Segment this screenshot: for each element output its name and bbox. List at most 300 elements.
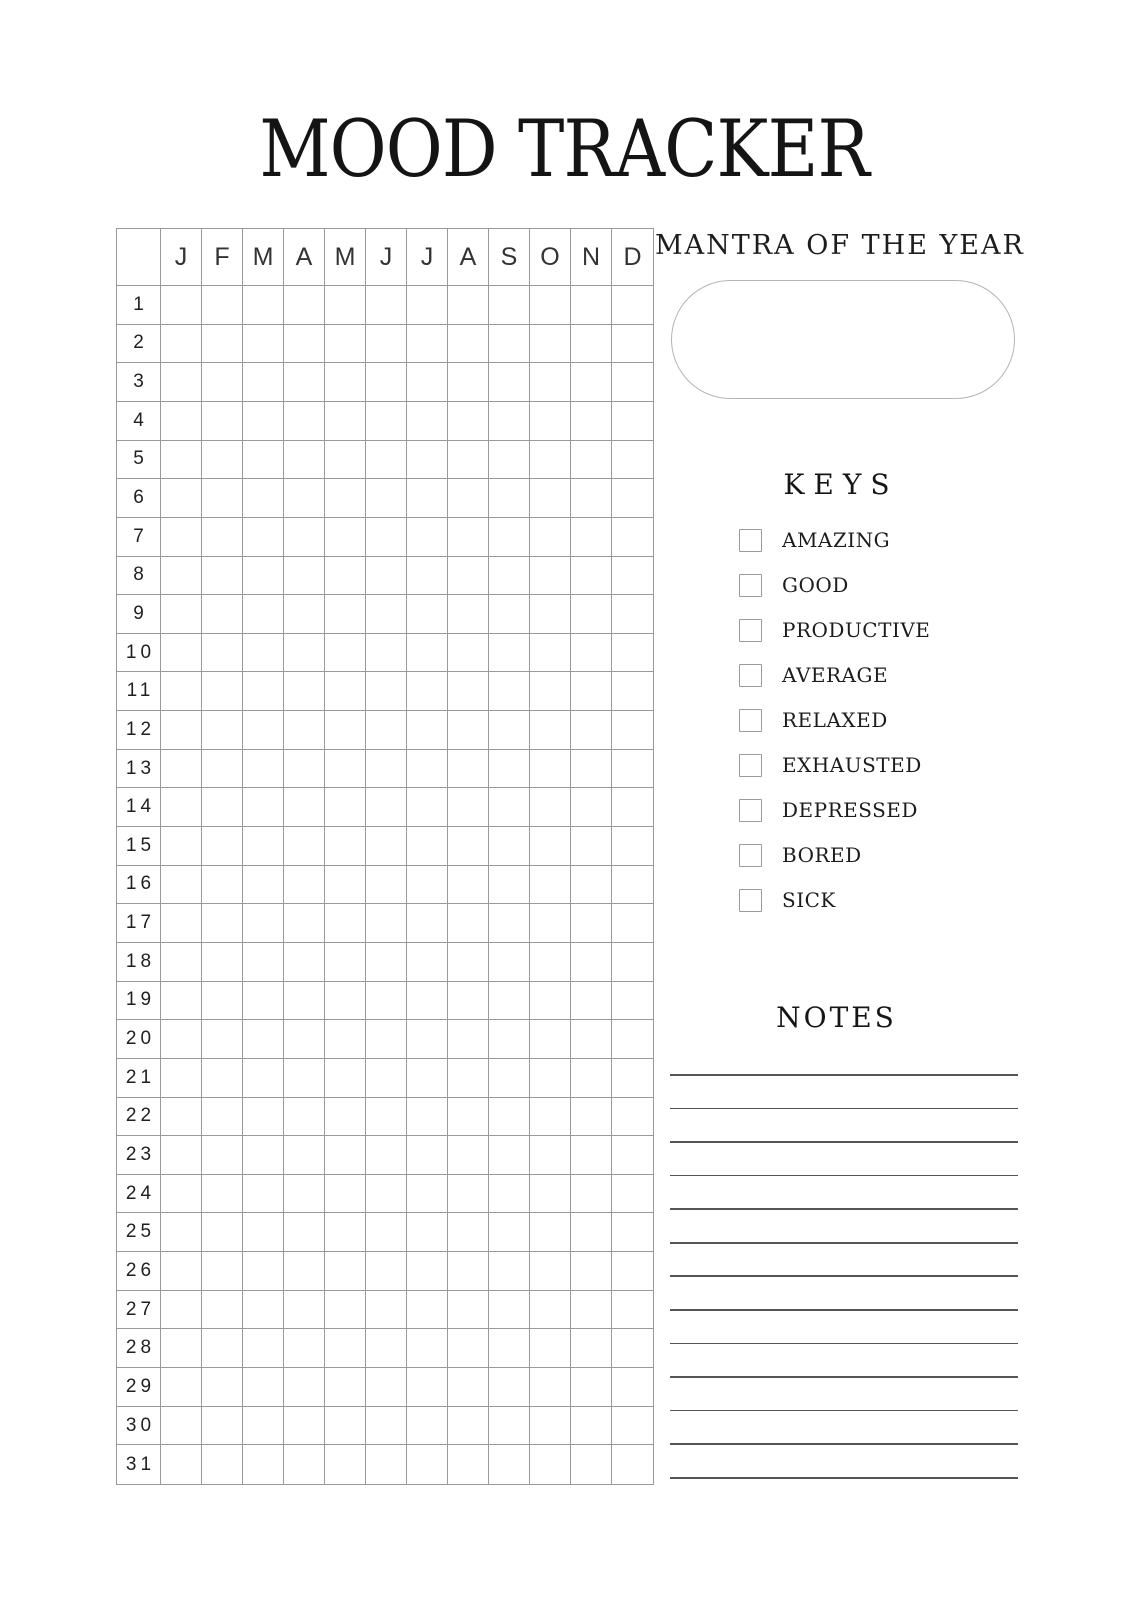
mood-cell-day9-month5[interactable] [325, 595, 366, 634]
mood-cell-day22-month6[interactable] [366, 1098, 407, 1137]
mood-cell-day17-month7[interactable] [407, 904, 448, 943]
mood-cell-day16-month10[interactable] [530, 866, 571, 905]
mood-cell-day2-month7[interactable] [407, 325, 448, 364]
mood-cell-day9-month1[interactable] [161, 595, 202, 634]
mood-cell-day17-month3[interactable] [243, 904, 284, 943]
mood-cell-day25-month12[interactable] [612, 1213, 653, 1252]
mood-cell-day19-month7[interactable] [407, 982, 448, 1021]
note-line-4[interactable] [670, 1175, 1018, 1177]
mood-cell-day30-month12[interactable] [612, 1407, 653, 1446]
mood-cell-day18-month8[interactable] [448, 943, 489, 982]
mood-cell-day22-month5[interactable] [325, 1098, 366, 1137]
mood-cell-day4-month8[interactable] [448, 402, 489, 441]
mood-cell-day16-month8[interactable] [448, 866, 489, 905]
mood-cell-day1-month6[interactable] [366, 286, 407, 325]
mood-cell-day28-month5[interactable] [325, 1329, 366, 1368]
mood-cell-day26-month3[interactable] [243, 1252, 284, 1291]
mood-cell-day13-month3[interactable] [243, 750, 284, 789]
mood-cell-day28-month12[interactable] [612, 1329, 653, 1368]
mood-cell-day14-month11[interactable] [571, 788, 612, 827]
mood-cell-day4-month5[interactable] [325, 402, 366, 441]
mood-cell-day4-month10[interactable] [530, 402, 571, 441]
mood-cell-day28-month9[interactable] [489, 1329, 530, 1368]
mood-cell-day21-month10[interactable] [530, 1059, 571, 1098]
mood-cell-day6-month3[interactable] [243, 479, 284, 518]
mood-cell-day23-month7[interactable] [407, 1136, 448, 1175]
mood-cell-day14-month1[interactable] [161, 788, 202, 827]
note-line-5[interactable] [670, 1208, 1018, 1210]
mood-cell-day1-month11[interactable] [571, 286, 612, 325]
mood-cell-day9-month12[interactable] [612, 595, 653, 634]
mood-cell-day15-month11[interactable] [571, 827, 612, 866]
mood-cell-day1-month9[interactable] [489, 286, 530, 325]
mood-cell-day14-month3[interactable] [243, 788, 284, 827]
mood-cell-day15-month5[interactable] [325, 827, 366, 866]
mood-cell-day9-month9[interactable] [489, 595, 530, 634]
mood-cell-day11-month3[interactable] [243, 672, 284, 711]
mood-cell-day12-month3[interactable] [243, 711, 284, 750]
mood-cell-day21-month4[interactable] [284, 1059, 325, 1098]
mood-cell-day17-month6[interactable] [366, 904, 407, 943]
mood-cell-day6-month9[interactable] [489, 479, 530, 518]
mood-cell-day4-month1[interactable] [161, 402, 202, 441]
mood-cell-day22-month10[interactable] [530, 1098, 571, 1137]
note-line-8[interactable] [670, 1309, 1018, 1311]
mood-cell-day1-month3[interactable] [243, 286, 284, 325]
mood-cell-day27-month2[interactable] [202, 1291, 243, 1330]
mood-cell-day25-month9[interactable] [489, 1213, 530, 1252]
mood-cell-day21-month6[interactable] [366, 1059, 407, 1098]
mood-cell-day13-month4[interactable] [284, 750, 325, 789]
mood-cell-day8-month12[interactable] [612, 557, 653, 596]
mood-cell-day30-month1[interactable] [161, 1407, 202, 1446]
mood-cell-day20-month1[interactable] [161, 1020, 202, 1059]
mood-cell-day27-month11[interactable] [571, 1291, 612, 1330]
mood-cell-day13-month11[interactable] [571, 750, 612, 789]
note-line-6[interactable] [670, 1242, 1018, 1244]
mood-cell-day3-month3[interactable] [243, 363, 284, 402]
mood-cell-day28-month11[interactable] [571, 1329, 612, 1368]
mood-cell-day31-month4[interactable] [284, 1445, 325, 1484]
mood-cell-day29-month2[interactable] [202, 1368, 243, 1407]
mood-cell-day4-month6[interactable] [366, 402, 407, 441]
mood-cell-day31-month9[interactable] [489, 1445, 530, 1484]
mood-cell-day7-month1[interactable] [161, 518, 202, 557]
mood-cell-day21-month12[interactable] [612, 1059, 653, 1098]
mood-cell-day6-month8[interactable] [448, 479, 489, 518]
mood-cell-day2-month2[interactable] [202, 325, 243, 364]
mood-cell-day5-month8[interactable] [448, 441, 489, 480]
mood-cell-day11-month8[interactable] [448, 672, 489, 711]
mood-cell-day31-month11[interactable] [571, 1445, 612, 1484]
mood-cell-day15-month7[interactable] [407, 827, 448, 866]
mood-cell-day9-month2[interactable] [202, 595, 243, 634]
mood-cell-day10-month6[interactable] [366, 634, 407, 673]
mood-cell-day6-month12[interactable] [612, 479, 653, 518]
mood-cell-day10-month10[interactable] [530, 634, 571, 673]
checkbox-relaxed[interactable] [739, 709, 762, 732]
mood-cell-day30-month9[interactable] [489, 1407, 530, 1446]
mood-cell-day28-month8[interactable] [448, 1329, 489, 1368]
mood-cell-day12-month11[interactable] [571, 711, 612, 750]
mood-cell-day5-month10[interactable] [530, 441, 571, 480]
mood-cell-day11-month7[interactable] [407, 672, 448, 711]
mood-cell-day11-month5[interactable] [325, 672, 366, 711]
mood-cell-day16-month5[interactable] [325, 866, 366, 905]
mood-cell-day3-month8[interactable] [448, 363, 489, 402]
mood-cell-day27-month6[interactable] [366, 1291, 407, 1330]
mood-cell-day16-month12[interactable] [612, 866, 653, 905]
mood-cell-day14-month2[interactable] [202, 788, 243, 827]
mood-cell-day8-month9[interactable] [489, 557, 530, 596]
mood-cell-day19-month2[interactable] [202, 982, 243, 1021]
mood-cell-day7-month6[interactable] [366, 518, 407, 557]
mood-cell-day7-month5[interactable] [325, 518, 366, 557]
mood-cell-day8-month7[interactable] [407, 557, 448, 596]
mood-cell-day29-month11[interactable] [571, 1368, 612, 1407]
checkbox-depressed[interactable] [739, 799, 762, 822]
mood-cell-day18-month1[interactable] [161, 943, 202, 982]
mood-cell-day29-month1[interactable] [161, 1368, 202, 1407]
mood-cell-day7-month8[interactable] [448, 518, 489, 557]
mood-cell-day14-month8[interactable] [448, 788, 489, 827]
mood-cell-day6-month11[interactable] [571, 479, 612, 518]
mood-cell-day24-month1[interactable] [161, 1175, 202, 1214]
mood-cell-day10-month7[interactable] [407, 634, 448, 673]
mood-cell-day26-month2[interactable] [202, 1252, 243, 1291]
mood-cell-day6-month2[interactable] [202, 479, 243, 518]
mood-cell-day23-month2[interactable] [202, 1136, 243, 1175]
mood-cell-day28-month6[interactable] [366, 1329, 407, 1368]
mood-cell-day24-month4[interactable] [284, 1175, 325, 1214]
mood-cell-day13-month9[interactable] [489, 750, 530, 789]
mood-cell-day22-month9[interactable] [489, 1098, 530, 1137]
mood-cell-day12-month5[interactable] [325, 711, 366, 750]
mood-cell-day12-month1[interactable] [161, 711, 202, 750]
mood-cell-day20-month3[interactable] [243, 1020, 284, 1059]
mood-cell-day14-month6[interactable] [366, 788, 407, 827]
mood-cell-day21-month1[interactable] [161, 1059, 202, 1098]
mood-cell-day21-month11[interactable] [571, 1059, 612, 1098]
mood-cell-day20-month12[interactable] [612, 1020, 653, 1059]
mood-cell-day19-month3[interactable] [243, 982, 284, 1021]
mood-cell-day23-month3[interactable] [243, 1136, 284, 1175]
mood-cell-day4-month3[interactable] [243, 402, 284, 441]
mood-cell-day10-month12[interactable] [612, 634, 653, 673]
mood-cell-day12-month10[interactable] [530, 711, 571, 750]
mood-cell-day8-month2[interactable] [202, 557, 243, 596]
mood-cell-day13-month10[interactable] [530, 750, 571, 789]
mood-cell-day11-month6[interactable] [366, 672, 407, 711]
mood-cell-day15-month10[interactable] [530, 827, 571, 866]
mood-cell-day2-month3[interactable] [243, 325, 284, 364]
mood-cell-day27-month8[interactable] [448, 1291, 489, 1330]
mood-cell-day18-month9[interactable] [489, 943, 530, 982]
mood-cell-day26-month1[interactable] [161, 1252, 202, 1291]
mood-cell-day16-month3[interactable] [243, 866, 284, 905]
mood-cell-day27-month3[interactable] [243, 1291, 284, 1330]
mood-cell-day16-month4[interactable] [284, 866, 325, 905]
mood-cell-day17-month2[interactable] [202, 904, 243, 943]
mood-cell-day18-month3[interactable] [243, 943, 284, 982]
mood-cell-day22-month3[interactable] [243, 1098, 284, 1137]
mood-cell-day7-month4[interactable] [284, 518, 325, 557]
mood-cell-day4-month12[interactable] [612, 402, 653, 441]
mood-cell-day14-month9[interactable] [489, 788, 530, 827]
mood-cell-day5-month11[interactable] [571, 441, 612, 480]
mood-cell-day19-month1[interactable] [161, 982, 202, 1021]
mood-cell-day13-month5[interactable] [325, 750, 366, 789]
mood-cell-day19-month9[interactable] [489, 982, 530, 1021]
mood-cell-day16-month11[interactable] [571, 866, 612, 905]
mood-cell-day1-month8[interactable] [448, 286, 489, 325]
mood-cell-day20-month9[interactable] [489, 1020, 530, 1059]
mood-cell-day7-month9[interactable] [489, 518, 530, 557]
mood-cell-day2-month10[interactable] [530, 325, 571, 364]
mood-cell-day25-month11[interactable] [571, 1213, 612, 1252]
mood-cell-day26-month10[interactable] [530, 1252, 571, 1291]
mood-cell-day15-month3[interactable] [243, 827, 284, 866]
mood-cell-day28-month4[interactable] [284, 1329, 325, 1368]
mood-cell-day1-month1[interactable] [161, 286, 202, 325]
mood-cell-day15-month9[interactable] [489, 827, 530, 866]
mood-cell-day19-month12[interactable] [612, 982, 653, 1021]
mood-cell-day8-month4[interactable] [284, 557, 325, 596]
mood-cell-day12-month4[interactable] [284, 711, 325, 750]
mood-cell-day18-month2[interactable] [202, 943, 243, 982]
mood-cell-day5-month5[interactable] [325, 441, 366, 480]
mood-cell-day10-month4[interactable] [284, 634, 325, 673]
mood-cell-day9-month4[interactable] [284, 595, 325, 634]
mood-cell-day30-month7[interactable] [407, 1407, 448, 1446]
mood-cell-day14-month5[interactable] [325, 788, 366, 827]
mood-cell-day13-month8[interactable] [448, 750, 489, 789]
mood-cell-day23-month6[interactable] [366, 1136, 407, 1175]
mood-cell-day17-month9[interactable] [489, 904, 530, 943]
mood-cell-day18-month11[interactable] [571, 943, 612, 982]
mood-cell-day10-month2[interactable] [202, 634, 243, 673]
mood-cell-day23-month9[interactable] [489, 1136, 530, 1175]
mood-cell-day20-month2[interactable] [202, 1020, 243, 1059]
note-line-1[interactable] [670, 1074, 1018, 1076]
mood-cell-day1-month5[interactable] [325, 286, 366, 325]
mood-cell-day1-month7[interactable] [407, 286, 448, 325]
mood-cell-day17-month12[interactable] [612, 904, 653, 943]
mood-cell-day19-month8[interactable] [448, 982, 489, 1021]
note-line-13[interactable] [670, 1477, 1018, 1479]
mood-cell-day21-month2[interactable] [202, 1059, 243, 1098]
mood-cell-day3-month2[interactable] [202, 363, 243, 402]
mood-cell-day23-month4[interactable] [284, 1136, 325, 1175]
mood-cell-day7-month10[interactable] [530, 518, 571, 557]
mood-cell-day29-month8[interactable] [448, 1368, 489, 1407]
mood-cell-day6-month1[interactable] [161, 479, 202, 518]
mood-cell-day12-month9[interactable] [489, 711, 530, 750]
mood-cell-day18-month12[interactable] [612, 943, 653, 982]
mood-cell-day3-month7[interactable] [407, 363, 448, 402]
mood-cell-day18-month7[interactable] [407, 943, 448, 982]
mood-cell-day4-month2[interactable] [202, 402, 243, 441]
mood-cell-day3-month5[interactable] [325, 363, 366, 402]
mood-cell-day5-month9[interactable] [489, 441, 530, 480]
mood-cell-day22-month4[interactable] [284, 1098, 325, 1137]
mood-cell-day27-month1[interactable] [161, 1291, 202, 1330]
note-line-12[interactable] [670, 1443, 1018, 1445]
mood-cell-day2-month6[interactable] [366, 325, 407, 364]
checkbox-good[interactable] [739, 574, 762, 597]
mood-cell-day11-month1[interactable] [161, 672, 202, 711]
note-line-9[interactable] [670, 1343, 1018, 1345]
mood-cell-day24-month2[interactable] [202, 1175, 243, 1214]
mood-cell-day26-month7[interactable] [407, 1252, 448, 1291]
mood-cell-day28-month10[interactable] [530, 1329, 571, 1368]
mood-cell-day18-month10[interactable] [530, 943, 571, 982]
mood-cell-day18-month4[interactable] [284, 943, 325, 982]
mood-cell-day13-month7[interactable] [407, 750, 448, 789]
note-line-7[interactable] [670, 1275, 1018, 1277]
mood-cell-day29-month3[interactable] [243, 1368, 284, 1407]
mood-cell-day31-month7[interactable] [407, 1445, 448, 1484]
mood-cell-day2-month12[interactable] [612, 325, 653, 364]
mood-cell-day6-month7[interactable] [407, 479, 448, 518]
mood-cell-day8-month11[interactable] [571, 557, 612, 596]
mood-cell-day31-month8[interactable] [448, 1445, 489, 1484]
mood-cell-day29-month5[interactable] [325, 1368, 366, 1407]
mood-cell-day19-month4[interactable] [284, 982, 325, 1021]
mood-cell-day25-month8[interactable] [448, 1213, 489, 1252]
checkbox-average[interactable] [739, 664, 762, 687]
mood-cell-day31-month6[interactable] [366, 1445, 407, 1484]
mood-cell-day26-month4[interactable] [284, 1252, 325, 1291]
checkbox-sick[interactable] [739, 889, 762, 912]
mood-cell-day14-month7[interactable] [407, 788, 448, 827]
mood-cell-day25-month5[interactable] [325, 1213, 366, 1252]
mood-cell-day2-month4[interactable] [284, 325, 325, 364]
mood-cell-day23-month11[interactable] [571, 1136, 612, 1175]
mood-cell-day11-month11[interactable] [571, 672, 612, 711]
mood-cell-day30-month8[interactable] [448, 1407, 489, 1446]
mood-cell-day3-month12[interactable] [612, 363, 653, 402]
mood-cell-day13-month1[interactable] [161, 750, 202, 789]
mood-cell-day27-month12[interactable] [612, 1291, 653, 1330]
mood-cell-day6-month10[interactable] [530, 479, 571, 518]
mood-cell-day16-month9[interactable] [489, 866, 530, 905]
mood-cell-day29-month6[interactable] [366, 1368, 407, 1407]
mood-cell-day3-month9[interactable] [489, 363, 530, 402]
mood-cell-day5-month12[interactable] [612, 441, 653, 480]
mood-cell-day17-month5[interactable] [325, 904, 366, 943]
mood-cell-day27-month5[interactable] [325, 1291, 366, 1330]
mood-cell-day1-month10[interactable] [530, 286, 571, 325]
mood-cell-day14-month4[interactable] [284, 788, 325, 827]
mood-cell-day26-month5[interactable] [325, 1252, 366, 1291]
mood-cell-day5-month6[interactable] [366, 441, 407, 480]
mood-cell-day31-month2[interactable] [202, 1445, 243, 1484]
mood-cell-day15-month6[interactable] [366, 827, 407, 866]
mood-cell-day24-month8[interactable] [448, 1175, 489, 1214]
mood-cell-day5-month3[interactable] [243, 441, 284, 480]
mood-cell-day17-month8[interactable] [448, 904, 489, 943]
mood-cell-day5-month1[interactable] [161, 441, 202, 480]
mood-cell-day12-month8[interactable] [448, 711, 489, 750]
mood-cell-day7-month2[interactable] [202, 518, 243, 557]
mood-cell-day16-month7[interactable] [407, 866, 448, 905]
mood-cell-day16-month6[interactable] [366, 866, 407, 905]
mood-cell-day31-month1[interactable] [161, 1445, 202, 1484]
mood-cell-day10-month11[interactable] [571, 634, 612, 673]
mood-cell-day8-month6[interactable] [366, 557, 407, 596]
mood-cell-day20-month4[interactable] [284, 1020, 325, 1059]
mood-cell-day25-month4[interactable] [284, 1213, 325, 1252]
mood-cell-day17-month1[interactable] [161, 904, 202, 943]
mood-cell-day31-month3[interactable] [243, 1445, 284, 1484]
mood-cell-day2-month9[interactable] [489, 325, 530, 364]
mood-cell-day1-month4[interactable] [284, 286, 325, 325]
mood-cell-day15-month12[interactable] [612, 827, 653, 866]
mood-cell-day11-month2[interactable] [202, 672, 243, 711]
mood-cell-day1-month12[interactable] [612, 286, 653, 325]
mood-cell-day28-month2[interactable] [202, 1329, 243, 1368]
mood-cell-day26-month8[interactable] [448, 1252, 489, 1291]
mood-cell-day9-month6[interactable] [366, 595, 407, 634]
mood-cell-day3-month11[interactable] [571, 363, 612, 402]
mood-cell-day29-month12[interactable] [612, 1368, 653, 1407]
mood-cell-day6-month5[interactable] [325, 479, 366, 518]
mood-cell-day21-month9[interactable] [489, 1059, 530, 1098]
mood-cell-day9-month10[interactable] [530, 595, 571, 634]
mood-cell-day27-month10[interactable] [530, 1291, 571, 1330]
mood-cell-day15-month4[interactable] [284, 827, 325, 866]
mood-cell-day25-month1[interactable] [161, 1213, 202, 1252]
mood-cell-day13-month2[interactable] [202, 750, 243, 789]
mood-cell-day7-month7[interactable] [407, 518, 448, 557]
mood-cell-day26-month11[interactable] [571, 1252, 612, 1291]
mood-cell-day30-month5[interactable] [325, 1407, 366, 1446]
mood-cell-day5-month2[interactable] [202, 441, 243, 480]
mood-cell-day23-month10[interactable] [530, 1136, 571, 1175]
mood-cell-day11-month10[interactable] [530, 672, 571, 711]
mood-cell-day10-month1[interactable] [161, 634, 202, 673]
mood-cell-day25-month10[interactable] [530, 1213, 571, 1252]
mood-cell-day20-month8[interactable] [448, 1020, 489, 1059]
mood-cell-day15-month8[interactable] [448, 827, 489, 866]
mood-cell-day12-month12[interactable] [612, 711, 653, 750]
mood-cell-day26-month9[interactable] [489, 1252, 530, 1291]
checkbox-productive[interactable] [739, 619, 762, 642]
mood-cell-day1-month2[interactable] [202, 286, 243, 325]
mood-cell-day8-month3[interactable] [243, 557, 284, 596]
mantra-input-box[interactable] [671, 280, 1015, 399]
mood-cell-day19-month11[interactable] [571, 982, 612, 1021]
mood-cell-day19-month5[interactable] [325, 982, 366, 1021]
mood-cell-day31-month5[interactable] [325, 1445, 366, 1484]
mood-cell-day30-month6[interactable] [366, 1407, 407, 1446]
mood-cell-day31-month10[interactable] [530, 1445, 571, 1484]
mood-cell-day2-month8[interactable] [448, 325, 489, 364]
mood-cell-day21-month7[interactable] [407, 1059, 448, 1098]
mood-cell-day26-month12[interactable] [612, 1252, 653, 1291]
mood-cell-day23-month12[interactable] [612, 1136, 653, 1175]
mood-cell-day12-month2[interactable] [202, 711, 243, 750]
mood-cell-day10-month9[interactable] [489, 634, 530, 673]
mood-cell-day25-month6[interactable] [366, 1213, 407, 1252]
mood-cell-day29-month4[interactable] [284, 1368, 325, 1407]
mood-cell-day30-month11[interactable] [571, 1407, 612, 1446]
mood-cell-day22-month7[interactable] [407, 1098, 448, 1137]
mood-cell-day24-month3[interactable] [243, 1175, 284, 1214]
mood-cell-day4-month7[interactable] [407, 402, 448, 441]
mood-cell-day20-month10[interactable] [530, 1020, 571, 1059]
